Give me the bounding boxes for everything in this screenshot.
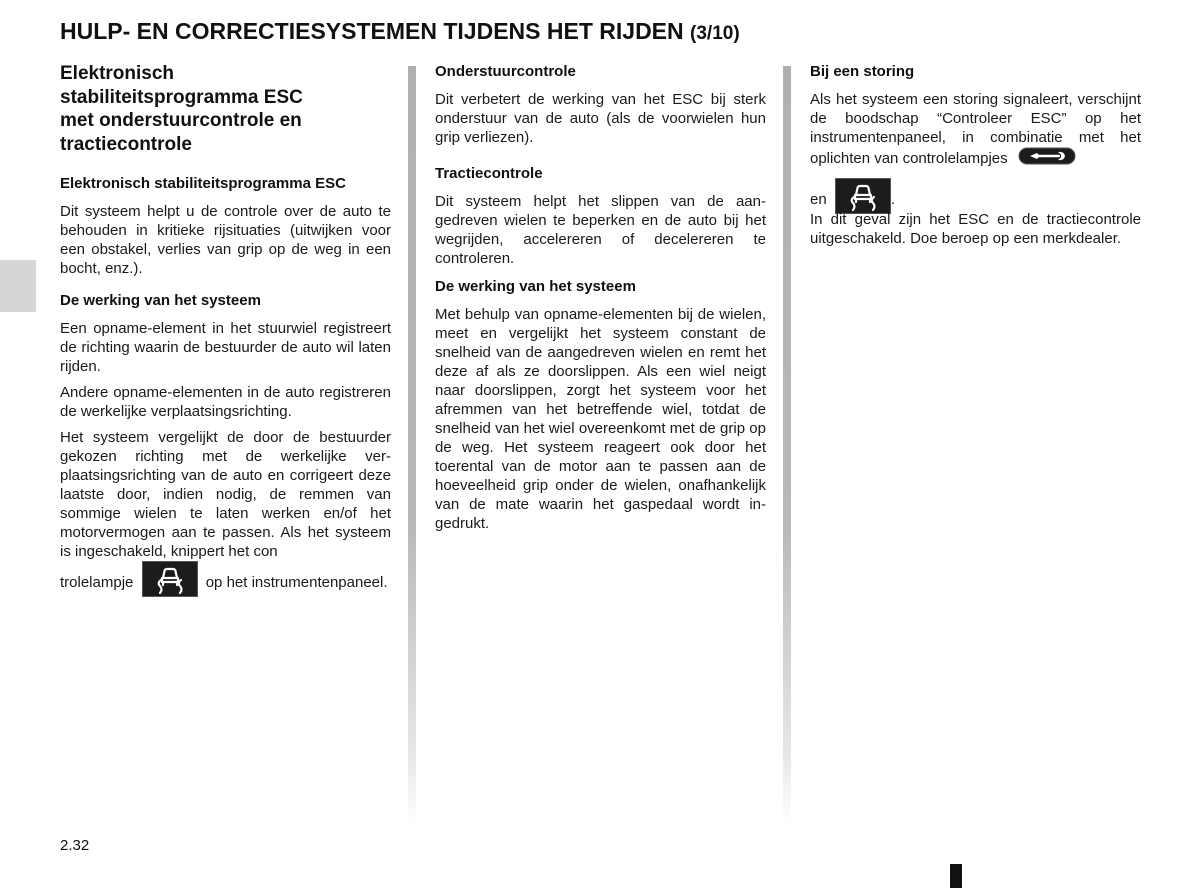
malfunction-en-text: en bbox=[810, 191, 827, 208]
subheading-understeer-control: Onderstuurcontrole bbox=[435, 63, 576, 80]
heading-line-2: stabiliteitsprogramma ESC bbox=[60, 86, 303, 108]
page-title-counter: (3/10) bbox=[690, 23, 740, 44]
paragraph-warning-lamp bbox=[60, 561, 391, 597]
subheading-traction-control: Tractiecontrole bbox=[435, 165, 543, 182]
paragraph-esc-disabled: In dit geval zijn het ESC en de tractiecontrole uitgeschakeld. Doe beroep op een merkdealer. bbox=[810, 211, 1141, 247]
section-tab-marker bbox=[0, 260, 36, 312]
paragraph-wheel-sensors: Met behulp van opname-elementen bij de wielen, meet en vergelijkt het systeem constant de snelheid van de aangedreven wielen en remt het deze af als ze doorslippen. Als een wiel neigt naar doorslippen, zorgt het systeem voor het afremmen van het betreffende wiel, totdat de snelheid van het wiel overeenkomt met de grip op de weg. Het systeem reageert ook door het toerental van de motor aan te passen aan de hoeveelheid grip onder de wielen, onafhankelijk van de mate waarin het gaspedaal wordt ingedrukt. bbox=[435, 306, 766, 532]
page-number: 2.32 bbox=[60, 837, 90, 854]
paragraph-traction: Dit systeem helpt het slippen van de aangedreven wielen te beperken en de auto bij het wegrijden, accelereren of decelereren te controleren. bbox=[435, 193, 766, 267]
section-heading-esc bbox=[60, 62, 391, 156]
paragraph-malfunction-icon-line bbox=[810, 178, 1141, 214]
subheading-esc: Elektronisch stabiliteitsprogramma ESC bbox=[60, 175, 346, 192]
subheading-system-operation: De werking van het systeem bbox=[60, 292, 261, 309]
column-1 bbox=[60, 62, 391, 604]
warning-lamp-text-before: trolelampje bbox=[60, 574, 134, 591]
paragraph-other-sensors: Andere opname-elementen in de auto registreren de werkelijke verplaatsingsrichting. bbox=[60, 384, 391, 420]
paragraph-comparison: Het systeem vergelijkt de door de bestuurder gekozen richting met de werkelijke verplaatsingsrichting van de auto en corrigeert deze laatste door, indien nodig, de remmen van sommige wielen te laten werken en/of het motorvermogen aan te passen. Als het systeem is ingeschakeld, knippert het con bbox=[60, 429, 391, 560]
heading-line-1: Elektronisch bbox=[60, 63, 175, 84]
page-title bbox=[60, 18, 740, 45]
paragraph-understeer: Dit verbetert de werking van het ESC bij sterk onderstuur van de auto (als de voorwielen hun grip verliezen). bbox=[435, 91, 766, 146]
malfunction-text: Als het systeem een storing signaleert, verschijnt de boodschap “Controleer ESC” op het instrumentenpaneel, in combinatie met het oplichten van controlelampjes bbox=[810, 91, 1141, 167]
column-2 bbox=[435, 62, 766, 540]
subheading-system-operation-2: De werking van het systeem bbox=[435, 278, 636, 295]
malfunction-period: . bbox=[890, 191, 896, 208]
heading-line-4: tractiecontrole bbox=[60, 133, 192, 155]
wrench-icon bbox=[1018, 147, 1076, 170]
column-divider-1 bbox=[408, 66, 416, 826]
skidding-car-icon-2 bbox=[835, 178, 891, 214]
paragraph-esc-intro: Dit systeem helpt u de controle over de auto te behouden in kritieke rijsituaties (uitwijken voor een obstakel, verlies van grip op de weg in een bocht, enz.). bbox=[60, 203, 391, 277]
column-divider-2 bbox=[783, 66, 791, 826]
subheading-malfunction: Bij een storing bbox=[810, 63, 915, 80]
skidding-car-icon bbox=[142, 561, 198, 597]
column-3 bbox=[810, 62, 1141, 255]
page-title-text: HULP- EN CORRECTIESYSTEMEN TIJDENS HET RIJDEN bbox=[60, 18, 684, 44]
heading-line-3: met onderstuurcontrole en bbox=[60, 110, 302, 131]
warning-lamp-text-after: op het instrumentenpaneel. bbox=[205, 574, 388, 591]
paragraph-malfunction-message bbox=[810, 90, 1141, 170]
page-edge-marker bbox=[950, 864, 962, 888]
paragraph-steering-sensor: Een opname-element in het stuurwiel registreert de richting waarin de bestuurder de auto wil laten rijden. bbox=[60, 320, 391, 375]
